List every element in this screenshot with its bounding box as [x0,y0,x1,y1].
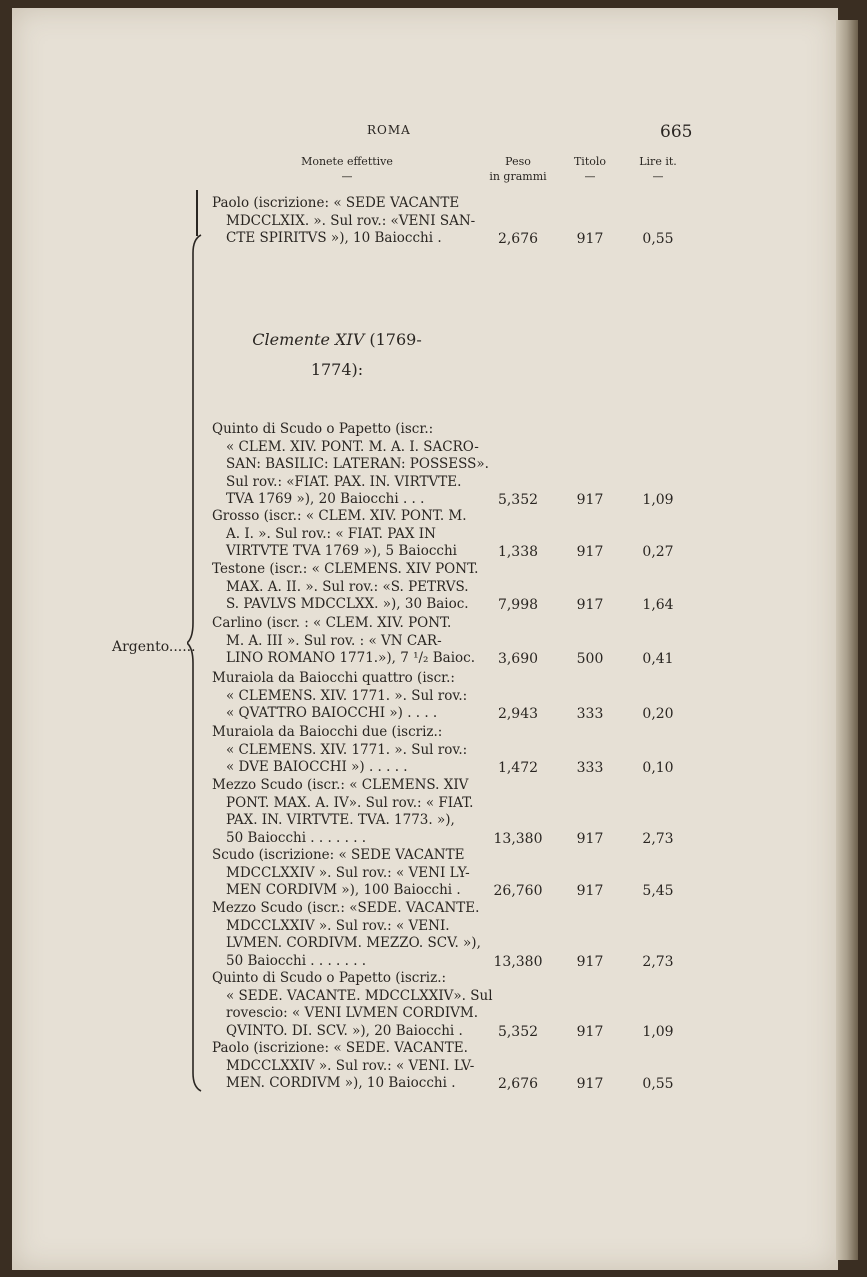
description-line: 50 Baiocchi . . . . . . . [226,952,367,969]
weight-value: 2,676 [497,231,539,247]
weight-value: 1,472 [497,760,539,776]
weight-value: 5,352 [497,1023,539,1040]
brace-top-stub [196,190,198,236]
coin-description [212,847,470,900]
description-line: Grosso (iscr.: « CLEM. XIV. PONT. M. [212,508,467,524]
coin-description [212,508,467,561]
description-line: PAX. IN. VIRTVTE. TVA. 1773. »), [226,812,455,828]
weight-value: 2,676 [497,1076,539,1092]
description-line: Testone (iscr.: « CLEMENS. XIV PONT. [212,561,479,577]
fineness-value: 917 [576,544,604,560]
description-line: TVA 1769 »), 20 Baiocchi . . . [226,491,425,507]
lire-value: 5,45 [642,883,674,899]
group-label-argento: Argento...... [112,639,196,655]
description-line: « SEDE. VACANTE. MDCCLXXIV». Sul [226,987,493,1004]
description-line: M. A. III ». Sul rov. : « VN CAR- [226,632,442,649]
page-number: 665 [660,122,693,142]
coin-description [212,421,489,509]
book-page [12,8,838,1270]
description-line: Sul rov.: «FIAT. PAX. IN. VIRTVTE. [226,473,462,490]
fineness-value: 917 [576,830,604,847]
coin-description [212,970,493,1040]
col-head-peso: Peso in grammi [489,155,547,183]
fineness-value: 333 [576,760,604,776]
running-head: ROMA [367,123,411,137]
fineness-value: 333 [576,706,604,722]
lire-value: 2,73 [642,830,674,847]
description-line: MDCCLXXIV ». Sul rov.: « VENI LY- [226,864,470,881]
description-line: Mezzo Scudo (iscr.: « CLEMENS. XIV [212,777,469,793]
description-line: MEN CORDIVM »), 100 Baiocchi . [226,882,461,898]
coin-description [212,615,476,668]
description-line: PONT. MAX. A. IV». Sul rov.: « FIAT. [226,794,474,811]
coin-description [212,561,479,614]
coin-description [212,670,468,723]
weight-value: 7,998 [497,597,539,613]
lire-value: 0,27 [642,544,674,560]
col-head-titolo: Titolo — [573,155,607,183]
description-line: Scudo (iscrizione: « SEDE VACANTE [212,847,465,863]
weight-value: 1,338 [497,544,539,560]
description-line: Mezzo Scudo (iscr.: «SEDE. VACANTE. [212,900,480,916]
description-line: S. PAVLVS MDCCLXX. »), 30 Baioc. [226,596,469,612]
fineness-value: 917 [576,231,604,247]
description-line: MEN. CORDIVM »), 10 Baiocchi . [226,1075,456,1091]
lire-value: 1,09 [642,1023,674,1040]
col-head-lire: Lire it. — [639,155,677,183]
fineness-value: 917 [576,1076,604,1092]
col-head-monete: Monete effettive — [301,155,393,183]
description-line: CTE SPIRITVS »), 10 Baiocchi . [226,230,442,246]
lire-value: 0,10 [642,760,674,776]
lire-value: 0,55 [642,231,674,247]
description-line: « CLEM. XIV. PONT. M. A. I. SACRO- [226,438,479,455]
description-line: rovescio: « VENI LVMEN CORDIVM. [226,1005,479,1021]
lire-value: 2,73 [642,953,674,970]
fineness-value: 917 [576,953,604,970]
description-line: Quinto di Scudo o Papetto (iscriz.: [212,970,447,986]
coin-description [212,724,468,777]
weight-value: 5,352 [497,492,539,508]
description-line: « QVATTRO BAIOCCHI ») . . . . [226,705,438,721]
fineness-value: 917 [576,883,604,899]
weight-value: 2,943 [497,706,539,722]
fineness-value: 917 [576,597,604,613]
description-line: QVINTO. DI. SCV. »), 20 Baiocchi . [226,1022,463,1039]
lire-value: 0,55 [642,1076,674,1092]
description-line: « CLEMENS. XIV. 1771. ». Sul rov.: [226,741,468,758]
page-edge [836,20,858,1260]
coin-description [212,1040,475,1093]
description-line: SAN: BASILIC: LATERAN: POSSESS». [226,456,489,472]
lire-value: 0,41 [642,651,674,667]
weight-value: 26,760 [493,883,543,899]
coin-description [212,900,481,970]
description-line: Carlino (iscr. : « CLEM. XIV. PONT. [212,615,452,631]
description-line: « CLEMENS. XIV. 1771. ». Sul rov.: [226,687,468,704]
description-line: 50 Baiocchi . . . . . . . [226,829,367,846]
description-line: MDCCLXIX. ». Sul rov.: «VENI SAN- [226,212,476,229]
description-line: LVMEN. CORDIVM. MEZZO. SCV. »), [226,935,481,951]
fineness-value: 917 [576,492,604,508]
fineness-value: 917 [576,1023,604,1040]
group-brace [187,233,207,1093]
description-line: « DVE BAIOCCHI ») . . . . . [226,759,408,775]
fineness-value: 500 [576,651,604,667]
description-line: A. I. ». Sul rov.: « FIAT. PAX IN [226,525,436,542]
description-line: VIRTVTE TVA 1769 »), 5 Baiocchi [226,543,457,559]
coin-description [212,777,474,847]
description-line: Muraiola da Baiocchi quattro (iscr.: [212,670,455,686]
weight-value: 13,380 [493,830,543,847]
lire-value: 0,20 [642,706,674,722]
description-line: MDCCLXXIV ». Sul rov.: « VENI. [226,917,450,934]
coin-description [212,195,476,248]
description-line: Paolo (iscrizione: « SEDE. VACANTE. [212,1040,468,1056]
description-line: Quinto di Scudo o Papetto (iscr.: [212,421,434,437]
description-line: LINO ROMANO 1771.»), 7 ¹/₂ Baioc. [226,650,476,666]
lire-value: 1,09 [642,492,674,508]
description-line: Paolo (iscrizione: « SEDE VACANTE [212,195,460,211]
weight-value: 13,380 [493,953,543,970]
weight-value: 3,690 [497,651,539,667]
section-heading: Clemente XIV (1769- 1774): [252,330,422,379]
lire-value: 1,64 [642,597,674,613]
description-line: Muraiola da Baiocchi due (iscriz.: [212,724,443,740]
description-line: MAX. A. II. ». Sul rov.: «S. PETRVS. [226,578,469,595]
description-line: MDCCLXXIV ». Sul rov.: « VENI. LV- [226,1057,475,1074]
